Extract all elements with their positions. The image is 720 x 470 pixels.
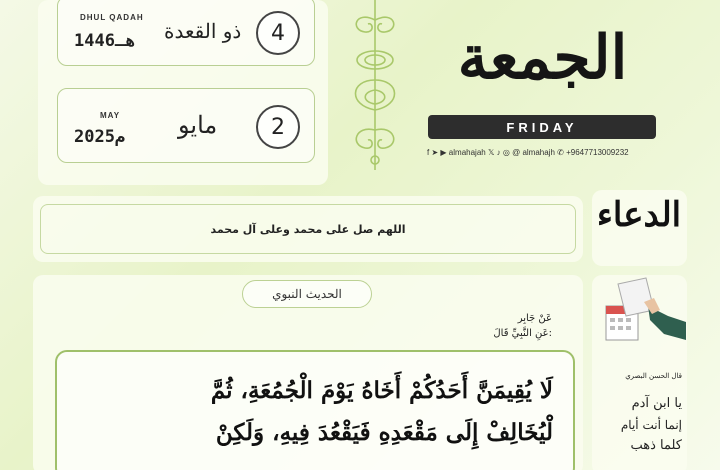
phone-number[interactable]: +9647713009232 (566, 148, 629, 157)
youtube-icon[interactable]: ▶ (440, 148, 447, 157)
dua-heading: الدعاء (596, 195, 682, 235)
hadith-narrator-1: عَنْ جَابِر (517, 313, 552, 324)
hijri-day-number: 4 (256, 11, 300, 55)
instagram-icon[interactable]: ◎ (502, 148, 510, 157)
dua-text-box (40, 204, 576, 254)
hadith-narrator-2: عَنِ النَّبِيِّ قَالَ: (493, 328, 552, 339)
gregorian-month-latin: MAY (100, 111, 121, 120)
tiktok-icon[interactable]: ♪ (496, 148, 501, 157)
threads-icon[interactable]: @ (512, 148, 521, 157)
social-handle-2[interactable]: almahajh (522, 148, 555, 157)
calendar-hand-illustration-icon (598, 276, 688, 346)
x-icon[interactable]: 𝕏 (487, 148, 495, 157)
hijri-month-arabic: ذو القعدة (164, 19, 242, 43)
telegram-icon[interactable]: ➤ (431, 148, 439, 157)
gregorian-year: 2025م (74, 127, 126, 147)
day-english-bar: FRIDAY (428, 115, 656, 139)
hijri-year: 1446هـ (74, 31, 136, 51)
ornament-divider-icon (340, 0, 410, 170)
gregorian-day-number: 2 (256, 105, 300, 149)
hadith-line-1: لَا يُقِيمَنَّ أَحَدُكُمْ أَخَاهُ يَوْمَ الْجُمُعَةِ، ثُمَّ (210, 377, 553, 404)
social-handle-1[interactable]: almahajah (448, 148, 486, 157)
gregorian-date-card (57, 88, 315, 163)
day-title-calligraphy: الجمعة (457, 23, 628, 93)
side-quote-attribution: قال الحسن البصري (625, 372, 682, 380)
hadith-text-box (55, 350, 575, 470)
hijri-date-card (57, 0, 315, 66)
side-quote-line-2: إنما أنت أيام (620, 418, 682, 432)
hadith-tag (242, 280, 372, 308)
hijri-month-latin: DHUL QADAH (80, 13, 144, 22)
gregorian-month-arabic: مايو (178, 111, 218, 139)
side-quote-line-1: يا ابن آدم (631, 396, 682, 411)
dua-text: اللهم صل على محمد وعلى آل محمد (210, 222, 406, 236)
side-quote-line-3: كلما ذهب (630, 438, 682, 453)
facebook-icon[interactable]: f (427, 148, 430, 157)
social-links-row (427, 148, 629, 157)
hadith-tag-label: الحديث النبوي (272, 287, 342, 301)
whatsapp-icon[interactable]: ✆ (557, 148, 564, 157)
hadith-line-2: لْيُخَالِفْ إِلَى مَقْعَدِهِ فَيَقْعُدَ فِيهِ، وَلَكِنْ (215, 419, 553, 446)
